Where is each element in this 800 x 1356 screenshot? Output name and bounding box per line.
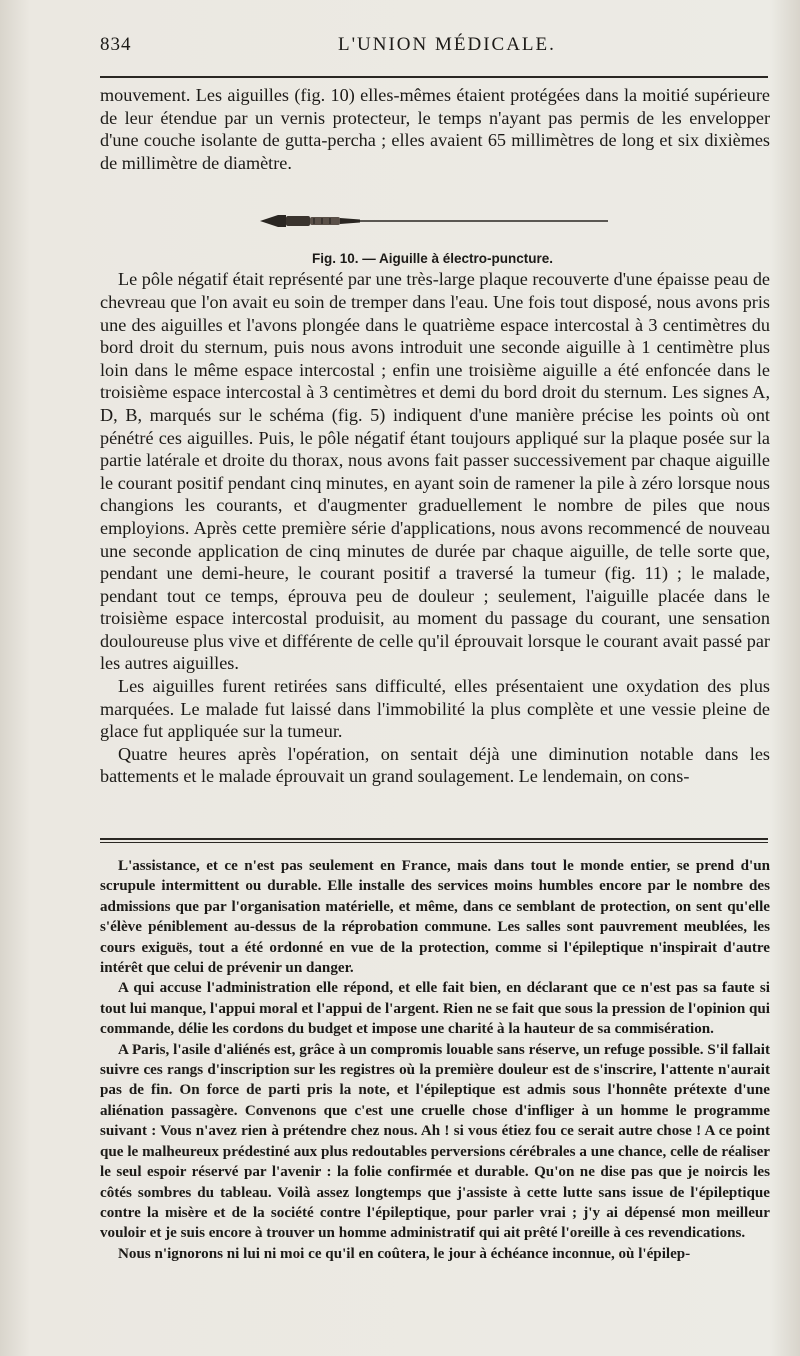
page-number: 834 [100,34,132,55]
page-header [100,34,770,64]
feuilleton-paragraph: A qui accuse l'administration elle répond, et elle fait bien, en déclarant que ce n'est pas sa faute si tout lui manque, l'appui moral et l'appui de l'argent. Rien ne se fait que sous la pression de l'opinion qui commande, délie les cordons du budget et impose une charité à la hauteur de sa commisération. [100,980,770,1038]
header-rule [100,76,768,78]
electro-puncture-needle-illustration [256,206,616,236]
feuilleton-paragraph: L'assistance, et ce n'est pas seulement en France, mais dans tout le monde entier, se prend d'un scrupule intermittent ou durable. Elle installe des services moins humbles encore par le nombre des admissions que par l'organisation matérielle, et même, dans ce semblant de protection, on sent qu'elle s'élève péniblement au-dessus de la réprobation commune. Les salles sont pauvrement meublées, les cours exiguës, tout a été ordonné en vue de la protection, comme si l'épileptique n'inspirait d'autre intérêt que celui de prévenir un danger. [100,858,770,977]
feuilleton-body [100,856,770,1264]
figure-10 [100,188,770,267]
figure-caption: Fig. 10. — Aiguille à électro-puncture. [312,251,554,267]
running-title: L'UNION MÉDICALE. [338,34,556,55]
article-body [100,84,770,788]
article-paragraph: Quatre heures après l'opération, on sentait déjà une diminution notable dans les battements et le malade éprouvait un grand soulagement. Le lendemain, on cons- [100,743,770,787]
article-paragraph: Le pôle négatif était représenté par une très-large plaque recouverte d'une épaisse peau de chevreau que l'on avait eu soin de tremper dans l'eau. Une fois tout disposé, nous avons pris une des aiguilles et l'avons plongée dans le quatrième espace intercostal à 3 centimètres du bord droit du sternum, puis nous avons introduit une seconde aiguille à 1 centimètre plus loin dans le même espace intercostal ; enfin une troisième aiguille a été enfoncée dans le troisième espace intercostal à 3 centimètres et demi du bord droit du sternum. Les signes A, D, B, marqués sur le schéma (fig. 5) indiquent d'une manière précise les points où ont pénétré ces aiguilles. Puis, le pôle négatif étant toujours appliqué sur la plaque posée sur la partie latérale et droite du thorax, nous avons fait passer successivement par chaque aiguille le courant positif pendant cinq minutes, en ayant soin de ramener la pile à zéro lorsque nous changions les courants, et d'augmenter graduellement le nombre de piles que nous employions. Après cette première série d'applications, nous avons recommencé de nouveau une seconde application de cinq minutes de durée par chaque aiguille, de telle sorte que, pendant une demi-heure, le courant positif a traversé la tumeur (fig. 11) ; le malade, pendant tout ce temps, éprouva peu de douleur ; seulement, l'aiguille placée dans le troisième espace intercostal produisit, au moment du passage du courant, une sensation douloureuse plus vive et différente de celle qu'il éprouvait lorsque le courant avait passé par les autres aiguilles. [100,269,770,674]
feuilleton-rule-thin [100,842,768,843]
feuilleton-paragraph: A Paris, l'asile d'aliénés est, grâce à un compromis louable sans réserve, un refuge possible. S'il fallait suivre ces rangs d'inscription sur les registres où la première douleur est de s'inscrire, l'attente n'aurait pas de fin. On force de parti pris la note, et l'épileptique est admis sous l'honnête prétexte d'une aliénation passagère. Convenons que c'est une cruelle chose d'infliger à un homme le programme suivant : Vous n'avez rien à prétendre chez nous. Ah ! si vous étiez fou ce serait autre chose ! A ce point que le malheureux prédestiné aux plus redoutables perversions cérébrales a une chance, celle de réaliser le seul espoir réservé par l'avenir : la folie confirmée et durable. Qu'on ne dise pas que je noircis les côtés sombres du tableau. Voilà assez longtemps que j'assiste à cette lutte sans issue de l'épileptique contre la misère et de la société contre l'épileptique, pour parler vrai ; j'y ai dépensé mon meilleur vouloir et je suis encore à trouver un homme administratif qui ait prêté l'oreille à ces revendications. [100,1041,770,1242]
article-paragraph: Les aiguilles furent retirées sans difficulté, elles présentaient une oxydation des plus marquées. Le malade fut laissé dans l'immobilité la plus complète et une vessie pleine de glace fut appliquée sur la tumeur. [100,676,770,742]
article-paragraph: mouvement. Les aiguilles (fig. 10) elles-mêmes étaient protégées dans la moitié supérieure de leur étendue par un vernis protecteur, le temps n'ayant pas permis de les envelopper d'une couche isolante de gutta-percha ; elles avaient 65 millimètres de long et six dixièmes de millimètre de diamètre. [100,85,770,173]
feuilleton-paragraph: Nous n'ignorons ni lui ni moi ce qu'il en coûtera, le jour à échéance inconnue, où l'épilep- [118,1245,691,1262]
feuilleton-rule [100,838,768,840]
